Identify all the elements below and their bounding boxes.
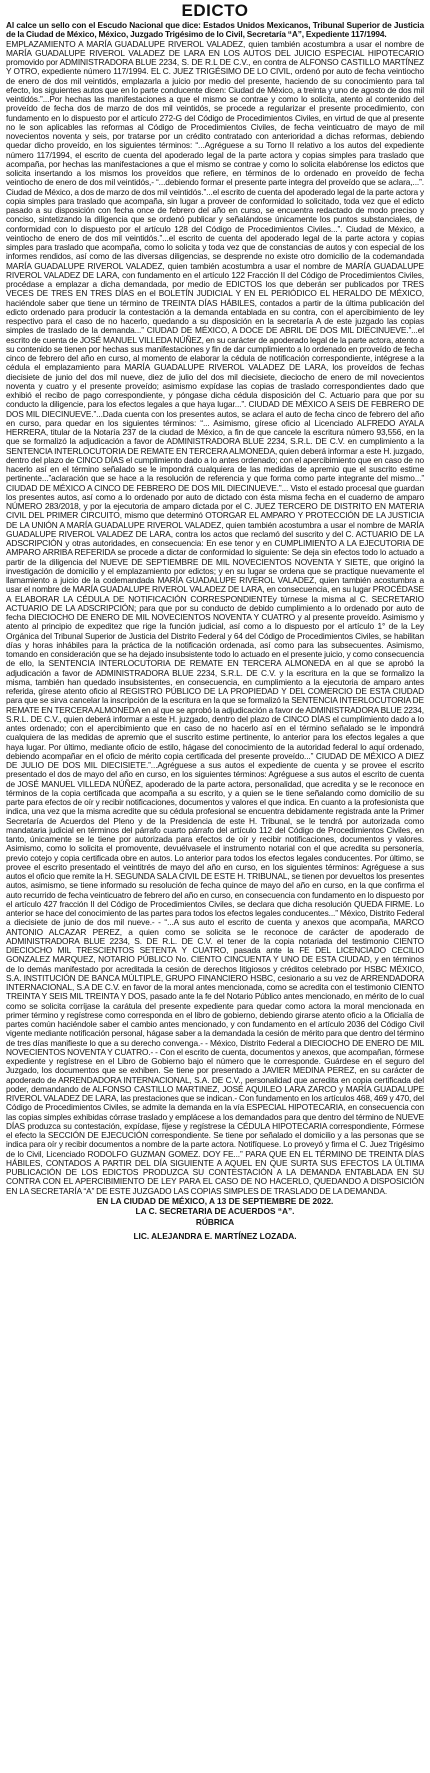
secretary-role-line: LA C. SECRETARIA DE ACUERDOS “A”. xyxy=(135,1206,295,1217)
rubric-line: RÚBRICA xyxy=(195,1216,235,1227)
closing-block xyxy=(6,1196,424,1242)
notice-body: EMPLAZAMIENTO A MARÍA GUADALUPE RIVEROL VALADEZ, quien también acostumbra a usar el nombre de MARÍA GUADALUPE RIVEROL VALADEZ DE LARA EN LOS AUTOS DEL JUICIO ESPECIAL HIPOTECARIO promovido por ADMINISTRADORA BLUE 2234, S. DE R.L DE C.V., en contra de ALFONSO CASTILLO MARTÍNEZ Y OTRO, expediente número 117/1994. EL C. JUEZ TRIGÉSIMO DE LO CIVIL, ordenó por auto de fecha veintiocho de enero de dos mil veintidós, emplazarla a juicio por medio del presente, haciendo de su conocimiento para tal efecto, los siguientes autos que en lo parte conducente dicen: Ciudad de México, a treinta y uno de agosto de dos mil veintidós.”...Por hechas las manifestaciones a que el mismo se contrae y como lo solicita, atento al contenido del proveído de fecha dos de marzo de dos mil veintidós, se procede a regularizar el presente procedimiento, con fundamento en lo dispuesto por el artículo 272-G del Código de Procedimientos Civiles, en virtud de que al presente no le son aplicables las reformas al Código de Procedimientos Civiles, de fecha veinticuatro de mayo de mil novecientos noventa y seis, por tratarse por un crédito contratado con anterioridad a dichas reformas, debiendo quedar dicho proveído, en los siguientes términos: “...Agréguese a su Torno II relativo a los autos del expediente número 117/1994, el escrito de cuenta del apoderado legal de la parte actora y copias simples para traslado que acompaña, por hechas las manifestaciones a que el mismo se contrae y como lo solicita elabórense los edictos que solicita insertando a los mismos los proveídos que refiere, en términos de lo ordenado en proveído de fecha veintiocho de enero de dos mil veintidós,- “...debiendo formar el presente parte integra del proveído que se aclara,...”. Ciudad de México, a dos de marzo de dos mil veintidós.”...el escrito de cuenta del apoderado legal de la parte actora y copia simples para traslado que acompaña, sin lugar a proveer de conformidad lo solicitado, toda vez que el edicto pasado a su disposición con fecha once de febrero del año en curso, se encuentra redactado de modo preciso y conciso, sintetizando la diligencia que se ordenó publicar y señalándose únicamente los puntos substanciales, de conformidad con lo dispuesto por el artículo 128 del Código de Procedimientos Civiles...”. Ciudad de México, a veintiocho de enero de dos mil veintidós.”...el escrito de cuenta del apoderado legal de la parte actora y copias simples para traslado que acompaña, como lo solicita y toda vez que de constancias de autos y con especial de los informes rendidos, así como de las diversas diligencias, se desprende no existe otro domicilio de la codemandada MARÍA GUADALUPE RIVEROL VALADEZ, quien también acostumbra a usar el nombre de MARÍA GUADALUPE RIVEROL VALADEZ DE LARA, con fundamento en el artículo 122 Fracción II del Código de Procedimientos Civiles, procédase a emplazar a dicha demandada, por medio de EDICTOS los que deberán ser publicados por TRES VECES DE TRES EN TRES DÍAS en el BOLETÍN JUDICIAL Y EN EL PERIÓDICO EL HERALDO DE MÉXICO, haciéndole saber que tiene un término de TREINTA DÍAS HÁBILES, contados a partir de la última publicación del edicto ordenado para producir la contestación a la demanda entablada en su contra, con el apercibimiento de ley respectivo para el caso de no hacerlo, quedando a su disposición en la secretaría A de este juzgado las copias simples de traslado de la demanda...” CIUDAD DE MÉXICO, A DOCE DE ABRIL DE DOS MIL DIECINUEVE.”...el escrito de cuenta de JOSÉ MANUEL VILLEDA NÚÑEZ, en su carácter de apoderado legal de la parte actora, atento a su contenido se tienen por hechas sus manifestaciones y fin de dar cumplimiento a lo ordenado en proveído de fecha cinco de febrero del año en curso, al momento de elaborar la cédula de notificación correspondiente, intégrese a la cédula el emplazamiento para MARÍA GUADALUPE RIVEROL VALADEZ DE LARA, los proveídos de fechas diecisiete de junio del dos mil nueve, diez de julio del dos mil diecisiete, dieciocho de enero de mil novecientos noventa y cuatro y el presente proveído; asimismo expídase las copias de traslado correspondientes dado que exhibió el recibo de pago correspondiente, y póngase dicha cédula disposición del C. Actuario para que por su conducto la diligencie, para los efectos legales a que haya lugar...”. CIUDAD DE MÉXICO A SEIS DE FEBRERO DE DOS MIL DIECINUEVE.”...Dada cuenta con los presentes autos, se aclara el auto de fecha cinco de febrero del año en curso, para quedar en los siguientes términos: “... Asimismo, gírese oficio al Licenciado ALFREDO AYALA HERRERA, titular de la Notaría 237 de la ciudad de México, a fin de que cancele la escritura número 93,556, en la que se formalizó la adjudicación a favor de ADMINISTRADORA BLUE 2234, S.R.L. DE C.V. en cumplimiento a la SENTENCIA INTERLOCUTORIA DE REMATE EN TERCERA ALMONEDA, quien deberá informar a este H. juzgado, dentro del plazo de CINCO DÍAS el cumplimiento dado a lo antes ordenado; con el apercibimiento que en caso de no hacerlo así en el término señalado se le impondrá cualquiera de las medidas de apremio que el suscrito estime pertinente...”aclaración que se hace a la resolución de referencia y que forma como parte integrante del mismo...” CIUDAD DE MÉXICO A CINCO DE FEBRERO DE DOS MIL DIECINUEVE.”... Visto el estado procesal que guardan los presentes autos, así como a lo ordenado por auto de dictado con ésta misma fecha en el cuaderno de amparo NÚMERO 283/2018, y por la ejecutoria de amparo dictada por el C. JUEZ TERCERO DE DISTRITO EN MATERIA CIVIL DEL PRIMER CIRCUITO, mismo que determinó OTORGAR EL AMPARO Y PROTECCIÓN DE LA JUSTICIA DE LA UNIÓN A MARÍA GUADALUPE RIVEROL VALADEZ, quien también acostumbra a usar el nombre de MARÍA GUADALUPE RIVEROL VALADEZ DE LARA, contra los actos que reclamó del suscrito y del C. ACTUARIO DE LA ADSCRIPCIÓN y otras autoridades, en consecuencia: En ese tenor y en CUMPLIMIENTO A LA EJECUTORIA DE AMPARO ARRIBA REFERIDA se procede a dictar de conformidad lo siguiente: Se deja sin efectos todo lo actuado a partir de la diligencia del NUEVE DE SEPTIEMBRE DE MIL NOVECIENTOS NOVENTA Y SIETE, que originó la investigación de domicilio y el emplazamiento por edictos; y en su lugar se ordena que se practique nuevamente el llamamiento a juicio de la codemandada MARÍA GUADALUPE RIVEROL VALADEZ, quien también acostumbra a usar el nombre de MARÍA GUADALUPE RIVEROL VALADEZ DE LARA, en consecuencia, en su lugar PROCÉDASE A ELABORAR LA CÉDULA DE NOTIFICACIÓN CORRESPONDIENTEy túrnese la misma al C. SECRETARIO ACTUARIO DE LA ADSCRIPCIÓN; para que por su conducto de debido cumplimiento a lo ordenado por auto de fecha DIECIOCHO DE ENERO DE MIL NOVECIENTOS NOVENTA Y CUATRO y al presente proveído. Asimismo y atento al principio de expeditez que rige la función judicial, así como a lo dispuesto por el artículo 1° de la Ley Orgánica del Tribunal Superior de Justicia del Distrito Federal y 64 del Código de Procedimientos Civiles, se habilitan días y horas inhábiles para la práctica de la notificación ordenada, así como para las subsecuentes. Asimismo, tomando en consideración que se ha dejado insubsistente todo lo actuado en el presente juicio, y como consecuencia de ello, la SENTENCIA INTERLOCUTORIA DE REMATE EN TERCERA ALMONEDA en al que se aprobó la adjudicación a favor de ADMINISTRADORA BLUE 2234, S.R.L. DE C.V. y la escritura en la que se formalizo la misma, también han quedado insubsistentes, en consecuencia, en cumplimiento a la ejecutoria de amparo antes referida, gírese atento oficio al REGISTRO PÚBLICO DE LA PROPIEDAD Y DEL COMERCIO DE ESTA CIUDAD para que se sirva cancelar la inscripción de la escritura en la que se formalizó la SENTENCIA INTERLOCUTORIA DE REMATE EN TERCERA ALMONEDA en al que se aprobó la adjudicación a favor de ADMINISTRADORA BLUE 2234, S.R.L. DE C.V., quien deberá informar a este H. juzgado, dentro del plazo de CINCO DÍAS el cumplimiento dado a lo antes ordenado; con el apercibimiento que en caso de no hacerlo así en el término señalado se le impondrá cualquiera de las medidas de apremio que el suscrito estime pertinente, lo anterior para los efectos legales a que haya lugar. Por último, mediante oficio de estilo, hágase del conocimiento de la autoridad federal lo aquí ordenado, debiendo acompañar en el oficio de mérito copia certificada del presente proveído...” CIUDAD DE MÉXICO A DIEZ DE JULIO DE DOS MIL DIECISIETE.”...Agréguese a sus autos el expediente de cuenta y se provee el escrito presentado el dos de mayo del año en curso, en los siguientes términos: Agréguese a sus autos el escrito de cuenta de JOSÉ MANUEL VILLEDA NÚÑEZ, apoderado de la parte actora, personalidad, que acredita y se le reconoce en términos de la copia certificada que acompaña a su escrito, y a quien se le tiene señalando como domicilio de su parte para efectos de oír y recibir notificaciones, documentos y valores el que indica. En cuanto a la profesionista que indica, una vez que la misma acredite que su cédula profesional se encuentra debidamente registrada ante la Primer Secretaría de Acuerdos del Pleno y de la Presidencia de este H. Tribunal, se le tendrá por autorizada como mandataria judicial en términos del párrafo cuarto párrafo del artículo 112 del Código de Procedimientos Civiles, en tanto, únicamente se le tiene por autorizada para efectos de oír y recibir notificaciones, documentos y valores. Asimismo, como lo solicita el promovente, devuélvasele el instrumento notarial con el que acredita su personería, previo cotejo y copia certificada obre en autos. Lo anterior para todos los efectos legales conducentes. Por último, se provee el escrito presentado el veintitrés de mayo del año en curso, en los siguientes términos: Agréguese a sus autos el oficio que remite la H. SEGUNDA SALA CIVIL DE ESTE H. TRIBUNAL, se tienen por devueltos los presentes autos, asimismo, se tiene informado su resolución de fecha quince de mayo del año en curso, en la que confirma el auto recurrido de fecha veinticuatro de febrero del año en curso, en consecuencia con fundamento en lo dispuesto por el artículo 427 fracción II del Código de Procedimientos Civiles, se declara que dicha resolución QUEDA FIRME. Lo anterior se hace del conocimiento de las partes para todos los efectos legales conducentes...” México, Distrito Federal a diecisiete de junio de dos mil nueve.- - “...A sus auto el escrito de cuenta y anexos que acompaña, MARCO ANTONIO ALCAZAR PEREZ, a quien como se solicita se le reconoce de carácter de apoderado de ADMINISTRADORA BLUE 2234, S. DE R.L. DE C.V. el tener de la copia notariada del testimonio CIENTO DIECIOCHO MIL TRESCIENTOS SETENTA Y CUATRO, pasada ante la FE DEL LICENCIADO CECILIO GONZALEZ MARQUEZ, NOTARIO PÚBLICO No. CIENTO CINCUENTA Y UNO DE ESTA CIUDAD, y en términos de lo demás manifestado por acreditada la cesión de derechos litigiosos y créditos celebrado por HSBC MÉXICO, S.A. INSTITUCIÓN DE BANCA MÚLTIPLE, GRUPO FINANCIERO HSBC, cesionario a su vez de ARRENDADORA INTERNACIONAL, S.A DE C.V. en favor de la moral antes mencionada, como se acredita con el testimonio CIENTO TREINTA Y SEIS MIL TREINTA Y DOS, pasado ante la fe del Notario Público antes mencionado, en mérito de lo cual como se solicita corríjase la carátula del presente expediente para quedar como actora la moral mencionada en primer término y regístrese como corresponda en el libro de gobierno, debiendo girarse atento oficio a la Oficialía de partes común haciéndole saber el cambio antes mencionado, y con fundamento en el artículo 2036 del Código Civil vigente mediante notificación personal, hágase saber a la demandada la cesión de mérito para que dentro del término de tres días manifieste lo que a su derecho convenga.- - México, Distrito Federal a DIECIOCHO DE ENERO DE MIL NOVECIENTOS NOVENTA Y CUATRO.- - Con el escrito de cuenta, documentos y anexos, que acompañan, fórmese expediente y regístrese en el Libro de Gobierno bajo el número que le corresponde. Guárdese en el seguro del Juzgado, los documentos que se exhiben. Se tiene por presentado a JAVIER MEDINA PEREZ, en su carácter de apoderado de ARRENDADORA INTERNACIONAL, S.A. DE C.V., personalidad que acredita en copia certificada del poder, demandando de ALFONSO CASTILLO MARTINEZ, JOSÉ AQUILEO LARA ZARCO y MARÍA GUADALUPE RIVEROL VALADEZ DE LARA, las prestaciones que se indican.- Con fundamento en los artículos 468, 469 y 470, del Código de Procedimientos Civiles, se admite la demanda en la vía ESPECIAL HIPOTECARIA, en consecuencia con las copias simples exhibidas córrase traslado y emplácese a los demandados para que dentro del término de NUEVE DÍAS produzca su contestación, expídase, fíjese y regístrese la CÉDULA HIPOTECARIA correspondiente, Fórmese el efecto la SECCIÓN DE EJECUCIÓN correspondiente. Se tiene por señalado el domicilio y a las personas que se indica para oír y recibir documentos a nombre de la parte actora. Notifíquese. Lo proveyó y firma el C. Juez Trigésimo de lo Civil, Licenciado RODOLFO GUZMAN GOMEZ. DOY FE...” PARA QUE EN EL TÉRMINO DE TREINTA DÍAS HÁBILES, CONTADOS A PARTIR DEL DÍA SIGUIENTE A AQUEL EN QUE SURTA SUS EFECTOS LA ÚLTIMA PUBLICACIÓN DE LOS EDICTOS PRODUZCA SU CONTESTACIÓN A LA DEMANDA ENTABLADA EN SU CONTRA CON EL APERCIBIMIENTO DE LEY PARA EL CASO DE NO HACERLO, QUEDANDO A DISPOSICIÓN EN LA SECRETARÍA “A” DE ESTE JUZGADO LAS COPIAS SIMPLES DE TRASLADO DE LA DEMANDA. xyxy=(6,38,425,1196)
seal-description: Al calce un sello con el Escudo Nacional que dice: Estados Unidos Mexicanos, Tribunal Superior de Justicia de la Ciudad de México, México, Juzgado Trigésimo de lo Civil, Secretaría “A”, Expediente 117/1994. xyxy=(6,20,424,40)
edict-page xyxy=(6,2,424,1242)
closing-date-line: EN LA CIUDAD DE MÉXICO, A 13 DE SEPTIEMBRE DE 2022. xyxy=(96,1195,334,1206)
page-title: EDICTO xyxy=(181,1,249,20)
signatory-name: LIC. ALEJANDRA E. MARTÍNEZ LOZADA. xyxy=(133,1231,297,1242)
